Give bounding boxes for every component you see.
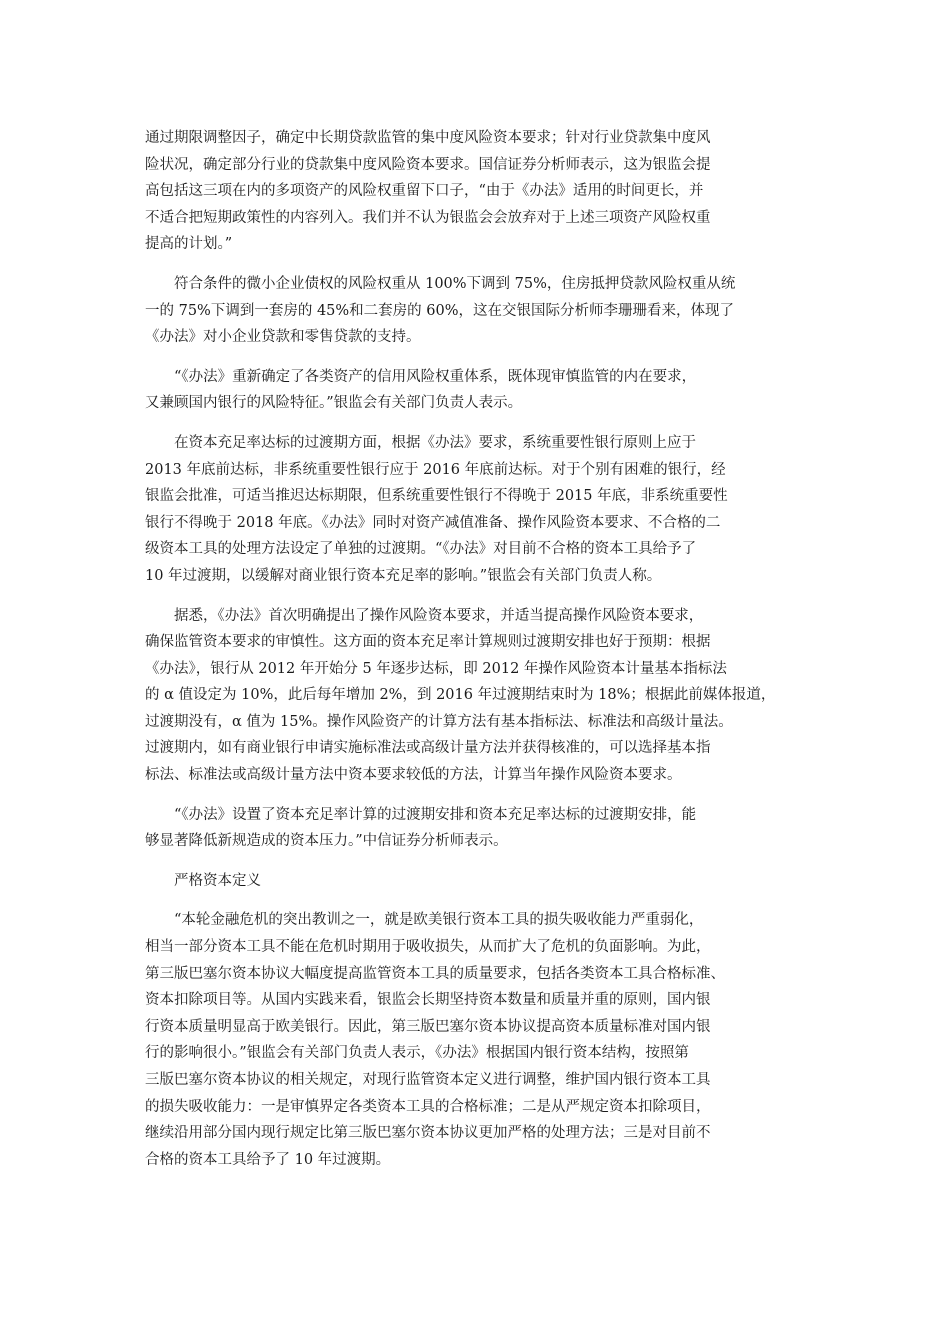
text-line: 又兼顾国内银行的风险特征。”银监会有关部门负责人表示。 <box>145 395 523 412</box>
paragraph-1 <box>145 125 815 258</box>
text-line: 行的影响很小。”银监会有关部门负责人表示，《办法》根据国内银行资本结构，按照第 <box>145 1045 689 1062</box>
text-line: 提高的计划。” <box>145 236 233 253</box>
paragraph-2 <box>145 271 815 351</box>
text-line: 不适合把短期政策性的内容列入。我们并不认为银监会会放弃对于上述三项资产风险权重 <box>145 209 711 226</box>
text-line: 一的 75%下调到一套房的 45%和二套房的 60%，这在交银国际分析师李珊珊看来，体现了 <box>145 302 735 319</box>
text-line: 相当一部分资本工具不能在危机时期用于吸收损失，从而扩大了危机的负面影响。为此， <box>145 939 711 956</box>
text-line: 三版巴塞尔资本协议的相关规定，对现行监管资本定义进行调整，维护国内银行资本工具 <box>145 1072 711 1088</box>
document-page <box>145 125 815 1186</box>
text-line: 合格的资本工具给予了 10 年过渡期。 <box>145 1151 391 1168</box>
text-line: 银监会批准，可适当推迟达标期限，但系统重要性银行不得晚于 2015 年底，非系统重要性 <box>145 488 728 505</box>
text-line: 符合条件的微小企业债权的风险权重从 100%下调到 75%，住房抵押贷款风险权重从统 <box>174 275 736 292</box>
text-line: 通过期限调整因子，确定中长期贷款监管的集中度风险资本要求；针对行业贷款集中度风 <box>145 130 711 146</box>
text-line: 在资本充足率达标的过渡期方面，根据《办法》要求，系统重要性银行原则上应于 <box>174 434 696 451</box>
text-line: 银行不得晚于 2018 年底。《办法》同时对资产减值准备、操作风险资本要求、不合格的二 <box>145 514 721 531</box>
text-line: 《办法》，银行从 2012 年开始分 5 年逐步达标，即 2012 年操作风险资本计量基本指标法 <box>145 660 727 677</box>
text-line: 够显著降低新规造成的资本压力。”中信证券分析师表示。 <box>145 833 508 850</box>
text-line: 标法、标准法或高级计量方法中资本要求较低的方法，计算当年操作风险资本要求。 <box>145 767 682 784</box>
text-line: “《办法》重新确定了各类资产的信用风险权重体系，既体现审慎监管的内在要求， <box>174 368 697 385</box>
paragraph-6 <box>145 802 815 855</box>
text-line: “《办法》设置了资本充足率计算的过渡期安排和资本充足率达标的过渡期安排，能 <box>174 806 697 823</box>
text-line: “本轮金融危机的突出教训之一，就是欧美银行资本工具的损失吸收能力严重弱化， <box>174 912 704 929</box>
text-line: 10 年过渡期，以缓解对商业银行资本充足率的影响。”银监会有关部门负责人称。 <box>145 567 662 584</box>
text-line: 行资本质量明显高于欧美银行。因此，第三版巴塞尔资本协议提高资本质量标准对国内银 <box>145 1018 711 1035</box>
text-line: 的损失吸收能力：一是审慎界定各类资本工具的合格标准；二是从严规定资本扣除项目， <box>145 1098 711 1115</box>
text-line: 2013 年底前达标，非系统重要性银行应于 2016 年底前达标。对于个别有困难的银行，经 <box>145 461 726 478</box>
text-line: 第三版巴塞尔资本协议大幅度提高监管资本工具的质量要求，包括各类资本工具合格标准、 <box>145 965 725 982</box>
text-line: 资本扣除项目等。从国内实践来看，银监会长期坚持资本数量和质量并重的原则，国内银 <box>145 992 711 1009</box>
text-line: 《办法》对小企业贷款和零售贷款的支持。 <box>145 329 421 346</box>
text-line: 的 α 值设定为 10%，此后每年增加 2%，到 2016 年过渡期结束时为 18%；根据此前媒体报道， <box>145 687 776 704</box>
paragraph-5 <box>145 603 815 789</box>
text-line: 过渡期内，如有商业银行申请实施标准法或高级计量方法并获得核准的，可以选择基本指 <box>145 740 711 757</box>
paragraph-3 <box>145 364 815 417</box>
text-line: 高包括这三项在内的多项资产的风险权重留下口子，“由于《办法》适用的时间更长，并 <box>145 183 704 200</box>
text-line: 过渡期没有，α 值为 15%。操作风险资产的计算方法有基本指标法、标准法和高级计量法。 <box>145 713 733 730</box>
text-line: 险状况，确定部分行业的贷款集中度风险资本要求。国信证券分析师表示，这为银监会提 <box>145 156 711 173</box>
section-heading: 严格资本定义 <box>174 872 261 889</box>
text-line: 确保监管资本要求的审慎性。这方面的资本充足率计算规则过渡期安排也好于预期：根据 <box>145 634 711 651</box>
paragraph-4 <box>145 430 815 590</box>
text-line: 继续沿用部分国内现行规定比第三版巴塞尔资本协议更加严格的处理方法；三是对目前不 <box>145 1125 711 1142</box>
text-line: 据悉，《办法》首次明确提出了操作风险资本要求，并适当提高操作风险资本要求， <box>174 607 704 624</box>
text-line: 级资本工具的处理方法设定了单独的过渡期。“《办法》对目前不合格的资本工具给予了 <box>145 541 697 558</box>
paragraph-7 <box>145 907 815 1173</box>
